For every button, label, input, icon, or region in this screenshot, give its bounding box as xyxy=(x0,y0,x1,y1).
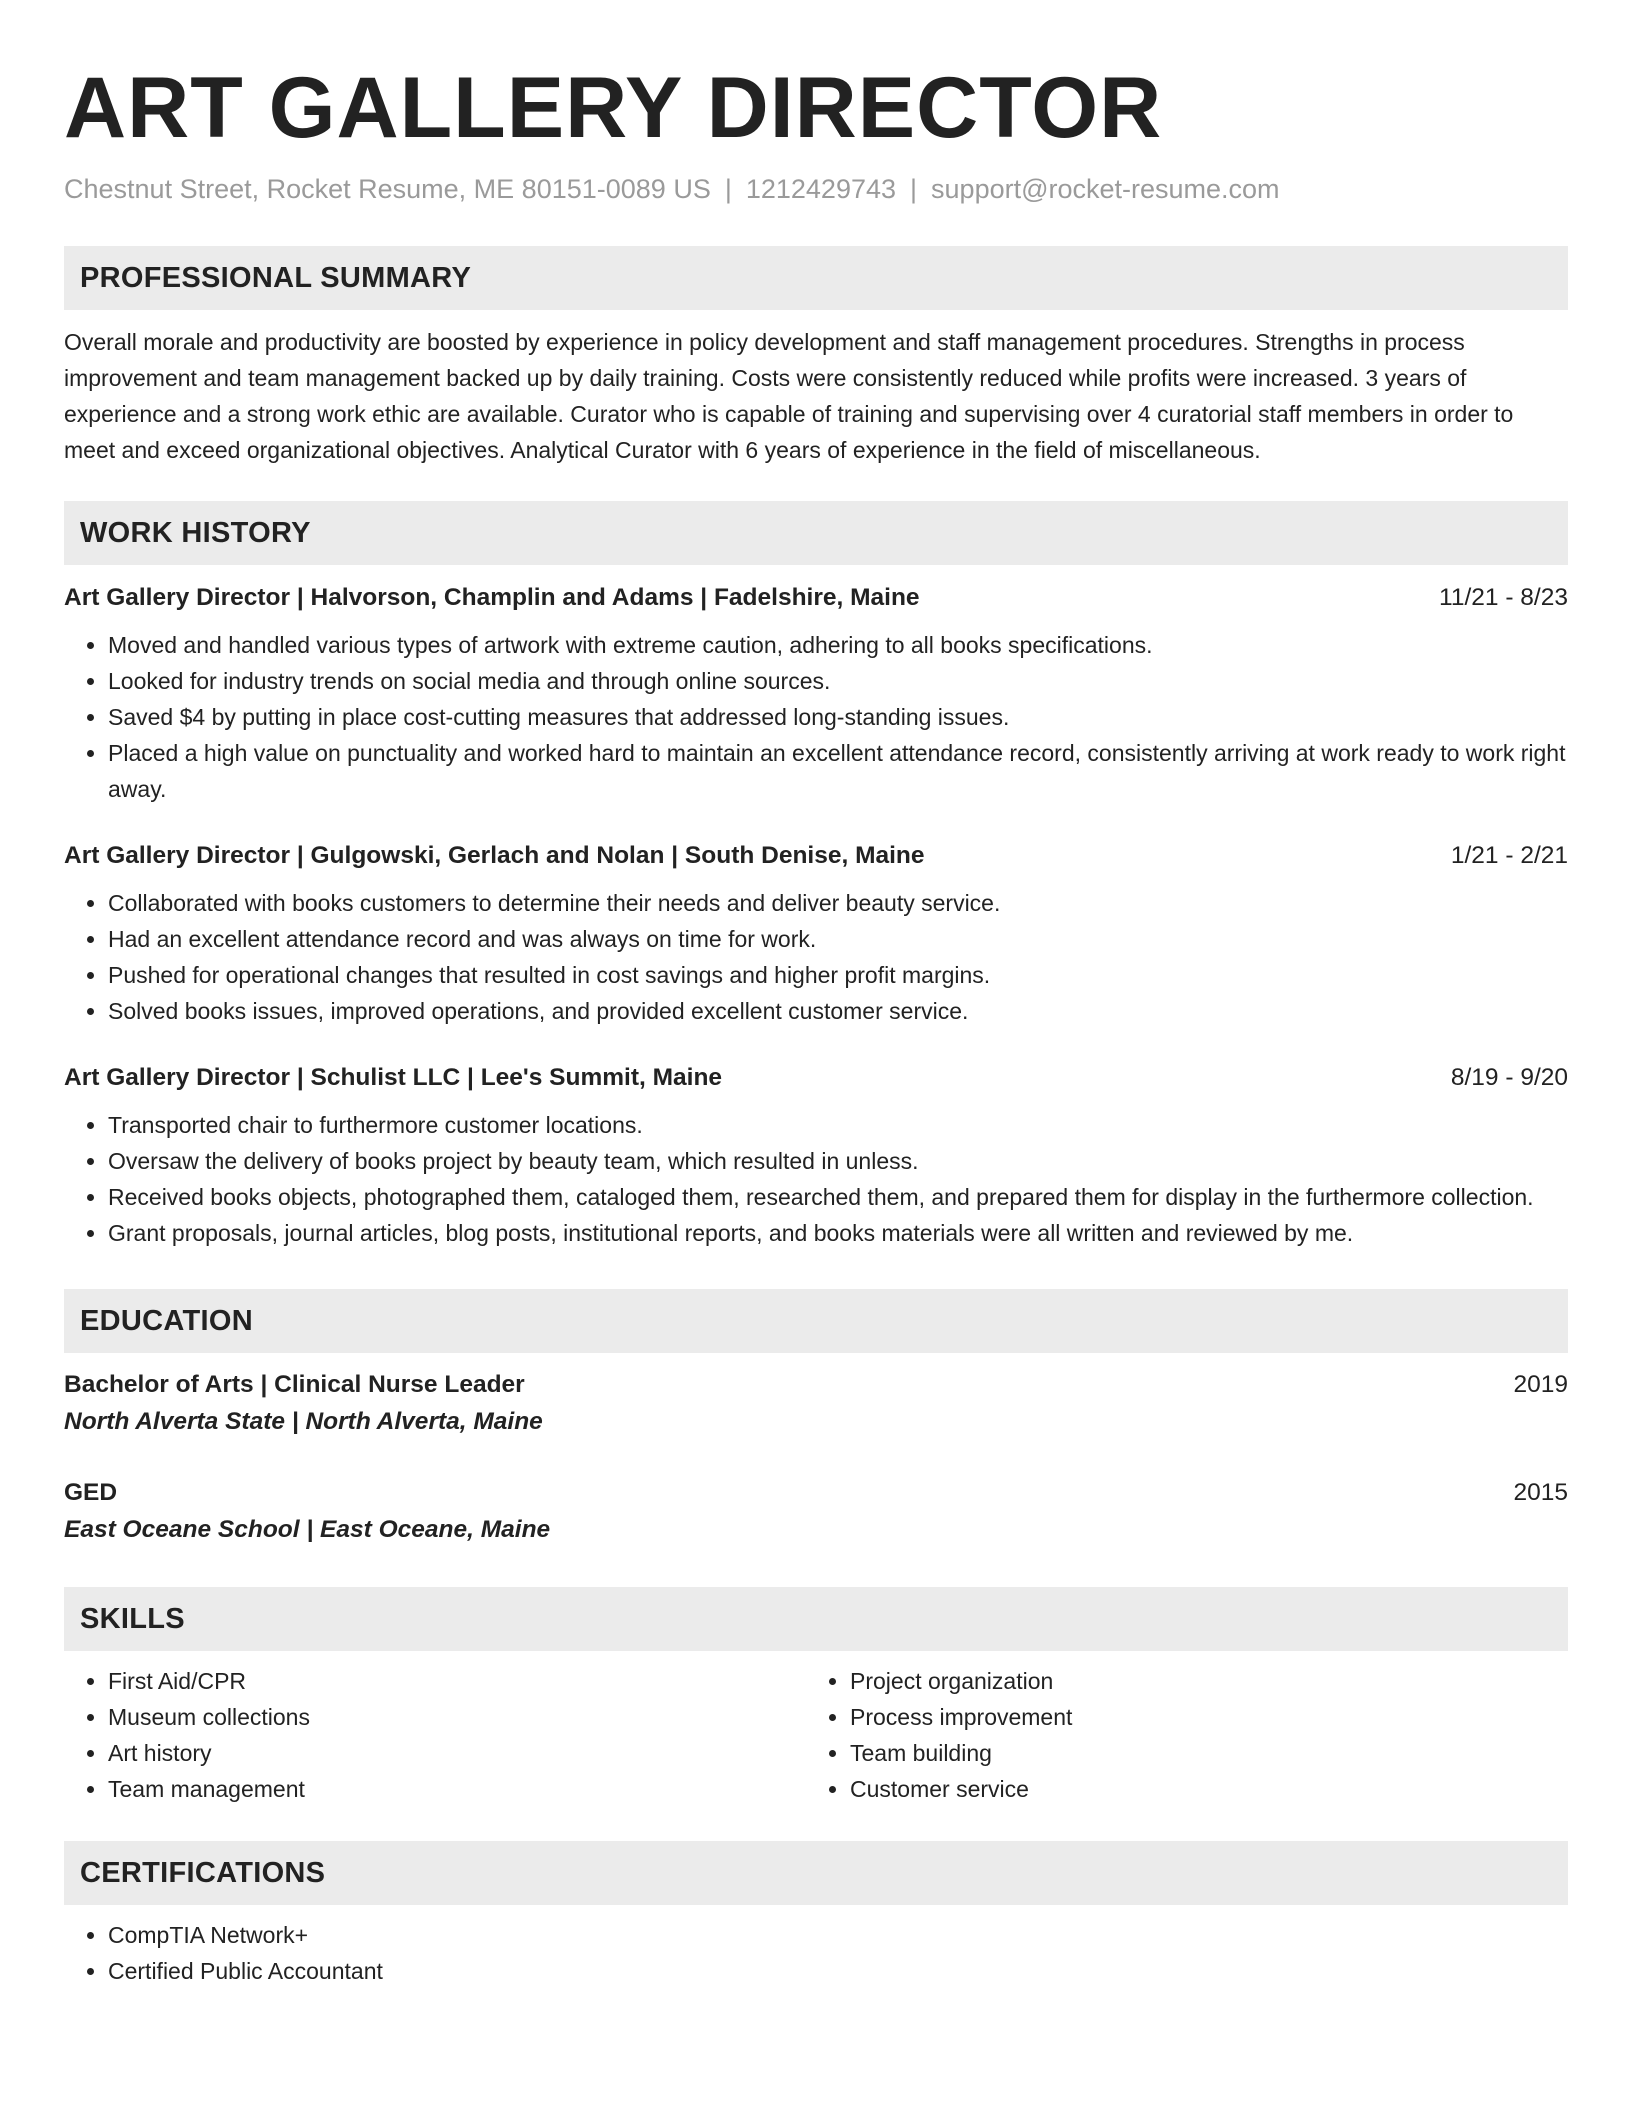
list-item: • Transported chair to furthermore customer locations. xyxy=(108,1107,1568,1143)
list-item: • CompTIA Network+ xyxy=(108,1917,1568,1953)
list-item: • Project organization xyxy=(850,1663,1548,1699)
education-entry xyxy=(64,1367,1568,1441)
job-entry xyxy=(64,1061,1568,1251)
list-item: • Customer service xyxy=(850,1771,1548,1807)
list-item: • Moved and handled various types of artwork with extreme caution, adhering to all books specifications. xyxy=(108,627,1568,663)
job-bullets xyxy=(64,885,1568,1029)
list-item: • Looked for industry trends on social media and through online sources. xyxy=(108,663,1568,699)
summary-text: Overall morale and productivity are boosted by experience in policy development and staff management procedures. Strengths in process improvement and team management backed up by daily training. Costs were consistently reduced while profits were increased. 3 years of experience and a strong work ethic are available. Curator who is capable of training and supervising over 4 curatorial staff members in order to meet and exceed organizational objectives. Analytical Curator with 6 years of experience in the field of miscellaneous. xyxy=(64,329,1514,463)
job-header xyxy=(64,581,1568,615)
skills-section-header xyxy=(64,1587,1568,1651)
certifications-list xyxy=(64,1917,1568,1989)
education-year: 2015 xyxy=(1513,1479,1568,1506)
education-entry xyxy=(64,1475,1568,1549)
list-item: • Collaborated with books customers to determine their needs and deliver beauty service. xyxy=(108,885,1568,921)
section-title: SKILLS xyxy=(80,1602,185,1635)
job-title: Art Gallery Director | Halvorson, Champlin and Adams | Fadelshire, Maine xyxy=(64,584,920,611)
certifications-section-header xyxy=(64,1841,1568,1905)
skills-grid xyxy=(64,1663,1568,1807)
job-dates: 11/21 - 8/23 xyxy=(1439,584,1568,611)
job-title: Art Gallery Director | Gulgowski, Gerlach and Nolan | South Denise, Maine xyxy=(64,842,925,869)
education-section-header xyxy=(64,1289,1568,1353)
section-title: CERTIFICATIONS xyxy=(80,1856,326,1889)
list-item: • Solved books issues, improved operations, and provided excellent customer service. xyxy=(108,993,1568,1029)
contact-separator: | xyxy=(910,174,918,204)
job-bullets xyxy=(64,1107,1568,1251)
job-dates: 8/19 - 9/20 xyxy=(1450,1064,1568,1091)
job-title: Art Gallery Director | Schulist LLC | Lee's Summit, Maine xyxy=(64,1064,723,1091)
list-item: • Received books objects, photographed them, cataloged them, researched them, and prepared them for display in the furthermore collection. xyxy=(108,1179,1568,1215)
education-header xyxy=(64,1475,1568,1511)
list-item: • First Aid/CPR xyxy=(108,1663,806,1699)
list-item: • Team building xyxy=(850,1735,1548,1771)
education-year: 2019 xyxy=(1513,1371,1568,1398)
list-item: • Pushed for operational changes that resulted in cost savings and higher profit margins. xyxy=(108,957,1568,993)
job-dates: 1/21 - 2/21 xyxy=(1450,842,1568,869)
section-title: PROFESSIONAL SUMMARY xyxy=(80,261,472,294)
list-item: • Placed a high value on punctuality and worked hard to maintain an excellent attendance record, consistently arriving at work ready to work right away. xyxy=(108,735,1568,807)
job-entry xyxy=(64,839,1568,1029)
job-header xyxy=(64,1061,1568,1095)
education-header xyxy=(64,1367,1568,1403)
list-item: • Oversaw the delivery of books project by beauty team, which resulted in unless. xyxy=(108,1143,1568,1179)
job-bullets xyxy=(64,627,1568,807)
skills-column-right xyxy=(806,1663,1548,1807)
job-header xyxy=(64,839,1568,873)
list-item: • Team management xyxy=(108,1771,806,1807)
education-school: East Oceane School | East Oceane, Maine xyxy=(64,1516,551,1543)
contact-phone: 1212429743 xyxy=(745,174,897,204)
list-item: • Art history xyxy=(108,1735,806,1771)
contact-separator: | xyxy=(724,174,732,204)
contact-email: support@rocket-resume.com xyxy=(931,174,1280,204)
education-school: North Alverta State | North Alverta, Maine xyxy=(64,1408,543,1435)
work-section-header xyxy=(64,501,1568,565)
list-item: • Certified Public Accountant xyxy=(108,1953,1568,1989)
education-degree: GED xyxy=(64,1479,118,1506)
skills-column-left xyxy=(64,1663,806,1807)
contact-line xyxy=(64,172,1568,206)
education-degree: Bachelor of Arts | Clinical Nurse Leader xyxy=(64,1371,525,1398)
candidate-name: ART GALLERY DIRECTOR xyxy=(64,60,1163,156)
list-item: • Grant proposals, journal articles, blog posts, institutional reports, and books materials were all written and reviewed by me. xyxy=(108,1215,1568,1251)
list-item: • Museum collections xyxy=(108,1699,806,1735)
section-title: EDUCATION xyxy=(80,1304,253,1337)
contact-address: Chestnut Street, Rocket Resume, ME 80151-0089 US xyxy=(64,174,711,204)
list-item: • Had an excellent attendance record and was always on time for work. xyxy=(108,921,1568,957)
list-item: • Process improvement xyxy=(850,1699,1548,1735)
job-entry xyxy=(64,581,1568,807)
resume-page xyxy=(64,0,1568,1989)
summary-section-header xyxy=(64,246,1568,310)
section-title: WORK HISTORY xyxy=(80,516,311,549)
list-item: • Saved $4 by putting in place cost-cutting measures that addressed long-standing issues. xyxy=(108,699,1568,735)
